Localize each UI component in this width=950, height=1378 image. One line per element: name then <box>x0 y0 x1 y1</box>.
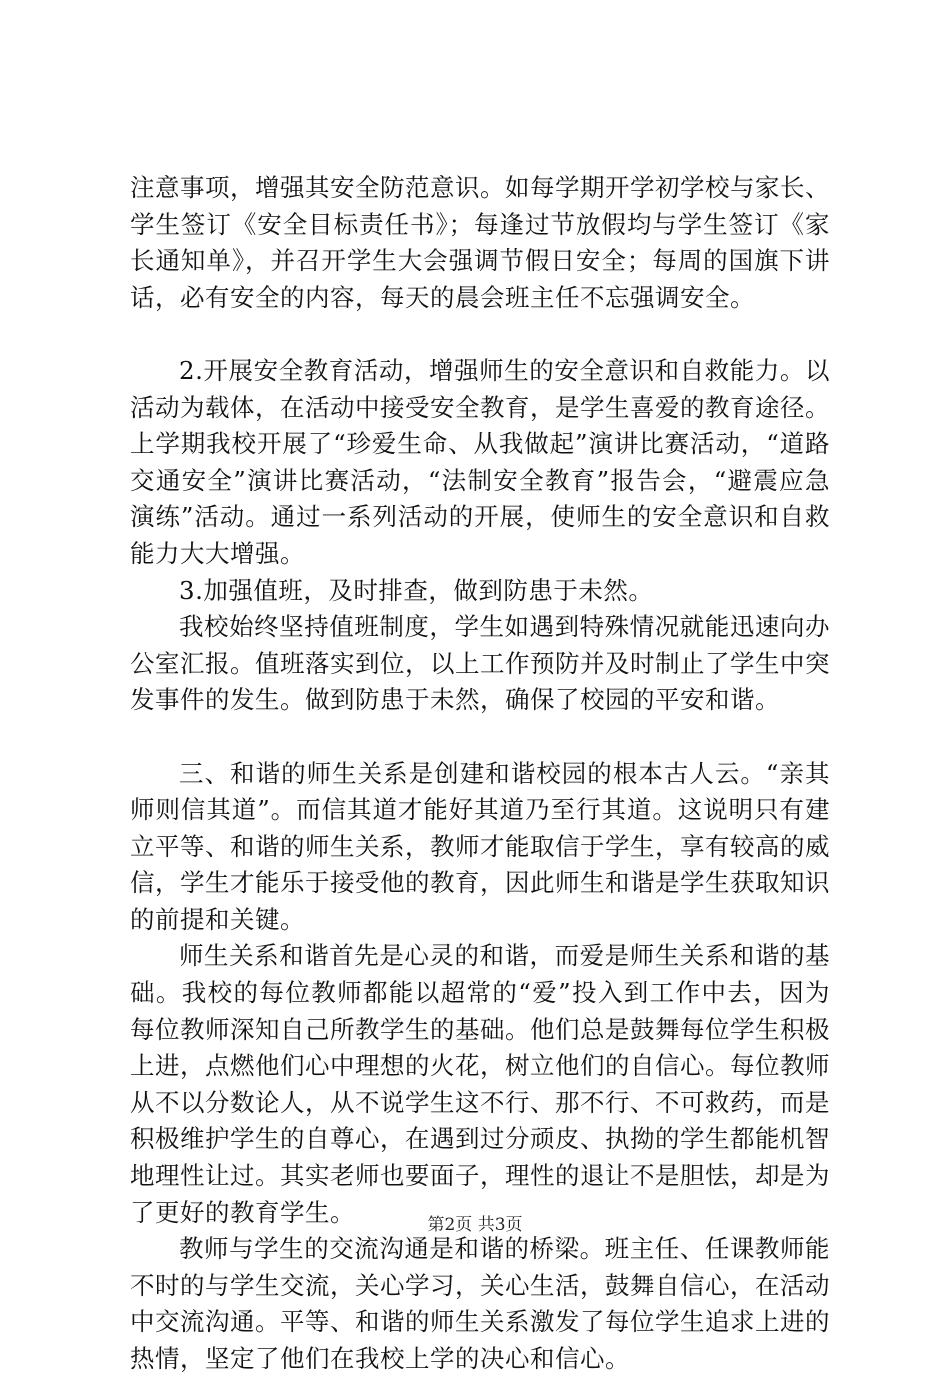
document-body <box>130 170 830 1378</box>
paragraph-safety-activities: 2.开展安全教育活动，增强师生的安全意识和自救能力。以活动为载体，在活动中接受安全教育，是学生喜爱的教育途径。上学期我校开展了“珍爱生命、从我做起”演讲比赛活动，“道路交通安全”演讲比赛活动，“法制安全教育”报告会，“避震应急演练”活动。通过一系列活动的开展，使师生的安全意识和自救能力大大增强。 <box>130 355 830 568</box>
page-number-footer: 第2页 共3页 <box>427 1215 523 1235</box>
paragraph-communication-bridge: 教师与学生的交流沟通是和谐的桥梁。班主任、任课教师能不时的与学生交流，关心学习，关心生活，鼓舞自信心，在活动中交流沟通。平等、和谐的师生关系激发了每位学生追求上进的热情，坚定了他们在我校上学的决心和信心。 <box>130 1234 830 1373</box>
paragraph-gap <box>130 316 830 353</box>
paragraph-harmony-of-heart: 师生关系和谐首先是心灵的和谐，而爱是师生关系和谐的基础。我校的每位教师都能以超常的“爱”投入到工作中去，因为每位教师深知自己所教学生的基础。他们总是鼓舞每位学生积极上进，点燃他们心中理想的火花，树立他们的自信心。每位教师从不以分数论人，从不说学生这不行、那不行、不可救药，而是积极维护学生的自尊心，在遇到过分顽皮、执拗的学生都能机智地理性让过。其实老师也要面子，理性的退让不是胆怯，却是为了更好的教育学生。 <box>130 941 830 1227</box>
paragraph-safety-notes: 注意事项，增强其安全防范意识。如每学期开学初学校与家长、学生签订《安全目标责任书》；每逢过节放假均与学生签订《家长通知单》，并召开学生大会强调节假日安全；每周的国旗下讲话，必有安全的内容，每天的晨会班主任不忘强调安全。 <box>130 173 830 312</box>
paragraph-gap <box>130 719 830 756</box>
paragraph-duty-heading: 3.加强值班，及时排查，做到防患于未然。 <box>179 575 654 605</box>
paragraph-duty-system: 我校始终坚持值班制度，学生如遇到特殊情况就能迅速向办公室汇报。值班落实到位，以上工作预防并及时制止了学生中突发事件的发生。做到防患于未然，确保了校园的平安和谐。 <box>130 612 830 715</box>
paragraph-teacher-student-relationship: 三、和谐的师生关系是创建和谐校园的根本古人云。“亲其师则信其道”。而信其道才能好其道乃至行其道。这说明只有建立平等、和谐的师生关系，教师才能取信于学生，享有较高的威信，学生才能乐于接受他的教育，因此师生和谐是学生获取知识的前提和关键。 <box>130 758 830 934</box>
